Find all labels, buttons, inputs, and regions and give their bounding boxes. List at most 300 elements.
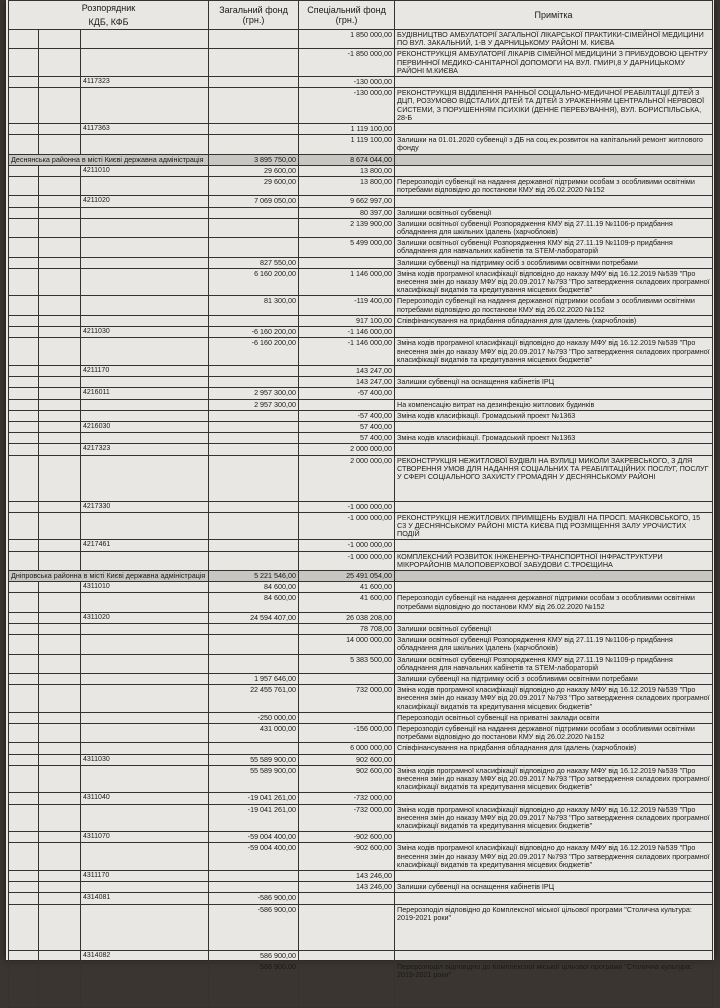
note-cell bbox=[395, 327, 713, 338]
blank-cell bbox=[39, 196, 81, 207]
general-fund-cell: -6 160 200,00 bbox=[209, 327, 299, 338]
code-cell bbox=[81, 512, 209, 540]
table-row bbox=[9, 177, 713, 196]
code-cell bbox=[81, 410, 209, 421]
note-cell bbox=[395, 444, 713, 455]
general-fund-cell: 1 957 646,00 bbox=[209, 673, 299, 684]
org-cell bbox=[9, 238, 39, 257]
blank-cell bbox=[39, 377, 81, 388]
note-cell: Зміна кодів програмної класифікації відповідно до наказу МФУ від 16.12.2019 №539 "Про внесення змін до наказу МФУ від 20.09.2017 №793 "Про затвердження складових програмної класифікації видатків та кредитування місцевих бюджетів" bbox=[395, 338, 713, 366]
org-cell bbox=[9, 540, 39, 551]
blank-cell bbox=[39, 365, 81, 376]
note-cell: Залишки субвенції на оснащення кабінетів ІРЦ bbox=[395, 377, 713, 388]
code-cell: 4217330 bbox=[81, 501, 209, 512]
special-fund-cell: 1 119 100,00 bbox=[299, 124, 395, 135]
table-row bbox=[9, 893, 713, 904]
general-fund-cell bbox=[209, 88, 299, 124]
note-cell: Зміна кодів програмної класифікації відповідно до наказу МФУ від 16.12.2019 №539 "Про внесення змін до наказу МФУ від 20.09.2017 №793 "Про затвердження складових програмної класифікації видатків та кредитування місцевих бюджетів" bbox=[395, 843, 713, 871]
table-row bbox=[9, 455, 713, 501]
org-cell bbox=[9, 950, 39, 961]
note-cell: Перерозподіл субвенції на надання державної підтримки особам з особливими освітніми потребами відповідно до постанови КМУ від 26.02.2020 №152 bbox=[395, 593, 713, 612]
table-row bbox=[9, 871, 713, 882]
note-cell bbox=[395, 570, 713, 581]
blank-cell bbox=[39, 612, 81, 623]
general-fund-cell: -586 900,00 bbox=[209, 904, 299, 950]
blank-cell bbox=[39, 315, 81, 326]
table-row bbox=[9, 410, 713, 421]
code-cell: 4211170 bbox=[81, 365, 209, 376]
special-fund-cell: 78 708,00 bbox=[299, 623, 395, 634]
org-cell bbox=[9, 257, 39, 268]
org-cell bbox=[9, 77, 39, 88]
org-cell bbox=[9, 30, 39, 49]
code-cell: 4311020 bbox=[81, 612, 209, 623]
blank-cell bbox=[39, 238, 81, 257]
org-cell bbox=[9, 582, 39, 593]
general-fund-cell bbox=[209, 623, 299, 634]
header-note: Примітка bbox=[395, 1, 713, 30]
special-fund-cell bbox=[299, 904, 395, 950]
special-fund-cell: -1 850 000,00 bbox=[299, 49, 395, 77]
code-cell bbox=[81, 238, 209, 257]
table-row bbox=[9, 238, 713, 257]
org-cell bbox=[9, 399, 39, 410]
table-row bbox=[9, 540, 713, 551]
table-row bbox=[9, 444, 713, 455]
general-fund-cell: 22 455 761,00 bbox=[209, 685, 299, 713]
special-fund-cell bbox=[299, 673, 395, 684]
blank-cell bbox=[39, 654, 81, 673]
code-cell bbox=[81, 88, 209, 124]
org-cell bbox=[9, 904, 39, 950]
note-cell bbox=[395, 365, 713, 376]
blank-cell bbox=[39, 77, 81, 88]
blank-cell bbox=[39, 582, 81, 593]
general-fund-cell: -250 000,00 bbox=[209, 712, 299, 723]
special-fund-cell: 2 000 000,00 bbox=[299, 455, 395, 501]
org-cell bbox=[9, 743, 39, 754]
code-cell bbox=[81, 685, 209, 713]
code-cell bbox=[81, 177, 209, 196]
code-cell bbox=[81, 724, 209, 743]
blank-cell bbox=[39, 673, 81, 684]
code-cell bbox=[81, 673, 209, 684]
blank-cell bbox=[39, 399, 81, 410]
blank-cell bbox=[39, 754, 81, 765]
org-cell bbox=[9, 49, 39, 77]
note-cell: Перерозподіл субвенції на надання державної підтримки особам з особливими освітніми потребами відповідно до постанови КМУ від 26.02.2020 №152 bbox=[395, 177, 713, 196]
table-row bbox=[9, 124, 713, 135]
note-cell bbox=[395, 154, 713, 165]
blank-cell bbox=[39, 843, 81, 871]
general-fund-cell: -59 004 400,00 bbox=[209, 843, 299, 871]
general-fund-cell: 827 550,00 bbox=[209, 257, 299, 268]
note-cell: Залишки субвенції на оснащення кабінетів ІРЦ bbox=[395, 882, 713, 893]
special-fund-cell: 9 662 997,00 bbox=[299, 196, 395, 207]
note-cell: Залишки освітньої субвенції Розпорядження КМУ від 27.11.19 №1106-р придбання обладнання для шкільних їдалень (харчоблоків) bbox=[395, 635, 713, 654]
special-fund-cell: -1 146 000,00 bbox=[299, 327, 395, 338]
general-fund-cell: 55 589 900,00 bbox=[209, 765, 299, 793]
table-header-row bbox=[9, 1, 713, 30]
general-fund-cell bbox=[209, 551, 299, 570]
note-cell: Залишки на 01.01.2020 субвенції з ДБ на соц.ек.розвиток на капітальний ремонт житлового фонду bbox=[395, 135, 713, 154]
general-fund-cell: 7 069 050,00 bbox=[209, 196, 299, 207]
special-fund-cell: 2 139 900,00 bbox=[299, 218, 395, 237]
general-fund-cell: 431 000,00 bbox=[209, 724, 299, 743]
code-cell: 4311170 bbox=[81, 871, 209, 882]
org-cell bbox=[9, 444, 39, 455]
special-fund-cell bbox=[299, 893, 395, 904]
administration-name: Дніпровська районна в місті Києві державна адміністрація bbox=[9, 570, 209, 581]
general-fund-cell bbox=[209, 377, 299, 388]
header-org-codes bbox=[9, 1, 209, 30]
general-fund-cell bbox=[209, 410, 299, 421]
blank-cell bbox=[39, 218, 81, 237]
special-fund-cell: 57 400,00 bbox=[299, 433, 395, 444]
org-cell bbox=[9, 410, 39, 421]
org-cell bbox=[9, 165, 39, 176]
code-cell: 4211030 bbox=[81, 327, 209, 338]
note-cell bbox=[395, 754, 713, 765]
note-cell: КОМПЛЕКСНИЙ РОЗВИТОК ІНЖЕНЕРНО-ТРАНСПОРТНОЇ ІНФРАСТРУКТУРИ МІКРОРАЙОНІВ МАЛОПОВЕРХОВОЇ ЗАБУДОВИ С.ТРОЄЩИНА bbox=[395, 551, 713, 570]
blank-cell bbox=[39, 512, 81, 540]
note-cell: РЕКОНСТРУКЦІЯ НЕЖИТЛОВИХ ПРИМІЩЕНЬ БУДІВЛІ НА ПРОСП. МАЯКОВСЬКОГО, 15 С3 У ДЕСНЯНСЬКОМУ РАЙОНІ МІСТА КИЄВА ПІД РОЗМІЩЕННЯ ЗАЛУ УРОЧИСТИХ ПОДІЙ bbox=[395, 512, 713, 540]
note-cell bbox=[395, 540, 713, 551]
org-cell bbox=[9, 124, 39, 135]
table-row bbox=[9, 882, 713, 893]
blank-cell bbox=[39, 88, 81, 124]
special-fund-cell: -902 600,00 bbox=[299, 843, 395, 871]
special-fund-cell: 5 383 500,00 bbox=[299, 654, 395, 673]
special-fund-cell: 25 491 054,00 bbox=[299, 570, 395, 581]
special-fund-cell: -130 000,00 bbox=[299, 88, 395, 124]
general-fund-cell bbox=[209, 654, 299, 673]
general-fund-cell: 2 957 300,00 bbox=[209, 399, 299, 410]
note-cell bbox=[395, 871, 713, 882]
org-cell bbox=[9, 501, 39, 512]
note-cell bbox=[395, 196, 713, 207]
code-cell: 4216011 bbox=[81, 388, 209, 399]
blank-cell bbox=[39, 623, 81, 634]
org-cell bbox=[9, 654, 39, 673]
special-fund-cell: 13 800,00 bbox=[299, 177, 395, 196]
note-cell: Перерозподіл субвенції на надання державної підтримки особам з особливими освітніми потребами відповідно до постанови КМУ від 26.02.2020 №152 bbox=[395, 296, 713, 315]
blank-cell bbox=[39, 30, 81, 49]
special-fund-cell: 6 000 000,00 bbox=[299, 743, 395, 754]
note-cell: РЕКОНСТРУКЦІЯ НЕЖИТЛОВОЇ БУДІВЛІ НА ВУЛИЦІ МИКОЛИ ЗАКРЕВСЬКОГО, З ДЛЯ СТВОРЕННЯ УМОВ ДЛЯ НАДАННЯ СОЦІАЛЬНИХ ТА РЕАБІЛІТАЦІЙНИХ ПОСЛУГ, ПОСЛУГ У СФЕРІ СОЦІАЛЬНОГО ЗАХИСТУ ГРОМАДЯН У ДЕСНЯНСЬКОМУ РАЙОНІ bbox=[395, 455, 713, 501]
org-cell bbox=[9, 388, 39, 399]
blank-cell bbox=[39, 893, 81, 904]
blank-cell bbox=[39, 327, 81, 338]
table-row bbox=[9, 623, 713, 634]
code-cell: 4311040 bbox=[81, 793, 209, 804]
code-cell bbox=[81, 207, 209, 218]
code-cell bbox=[81, 765, 209, 793]
special-fund-cell: -1 000 000,00 bbox=[299, 540, 395, 551]
special-fund-cell: -130 000,00 bbox=[299, 77, 395, 88]
general-fund-cell: 586 900,00 bbox=[209, 961, 299, 1007]
blank-cell bbox=[39, 433, 81, 444]
table-row bbox=[9, 712, 713, 723]
special-fund-cell: 917 100,00 bbox=[299, 315, 395, 326]
org-cell bbox=[9, 338, 39, 366]
special-fund-cell: -1 000 000,00 bbox=[299, 501, 395, 512]
general-fund-cell: 24 594 407,00 bbox=[209, 612, 299, 623]
special-fund-cell: -119 400,00 bbox=[299, 296, 395, 315]
table-row bbox=[9, 327, 713, 338]
note-cell: Залишки освітньої субвенції bbox=[395, 207, 713, 218]
note-cell: Співфінансування на придбання обладнання для їдалень (харчоблоків) bbox=[395, 743, 713, 754]
table-row bbox=[9, 551, 713, 570]
table-row bbox=[9, 961, 713, 1007]
code-cell: 4311070 bbox=[81, 832, 209, 843]
code-cell bbox=[81, 961, 209, 1007]
code-cell bbox=[81, 433, 209, 444]
org-cell bbox=[9, 135, 39, 154]
code-cell bbox=[81, 315, 209, 326]
general-fund-cell bbox=[209, 635, 299, 654]
note-cell: РЕКОНСТРУКЦІЯ АМБУЛАТОРІЇ ЛІКАРІВ СІМЕЙНОЇ МЕДИЦИНИ З ПРИБУДОВОЮ ЦЕНТРУ ПЕРВИННОЇ МЕДИКО-САНІТАРНОЇ ДОПОМОГИ НА ВУЛ. ГМИРІ,8 У ДАРНИЦЬКОМУ РАЙОНІ М.КИЄВА bbox=[395, 49, 713, 77]
special-fund-cell: 8 674 044,00 bbox=[299, 154, 395, 165]
general-fund-cell bbox=[209, 433, 299, 444]
special-fund-cell: 5 499 000,00 bbox=[299, 238, 395, 257]
section-row bbox=[9, 570, 713, 581]
general-fund-cell bbox=[209, 444, 299, 455]
table-row bbox=[9, 754, 713, 765]
special-fund-cell: 1 146 000,00 bbox=[299, 268, 395, 296]
table-row bbox=[9, 433, 713, 444]
org-cell bbox=[9, 893, 39, 904]
header-codes: КДБ, КФБ bbox=[88, 17, 129, 27]
code-cell bbox=[81, 257, 209, 268]
general-fund-cell bbox=[209, 207, 299, 218]
blank-cell bbox=[39, 124, 81, 135]
general-fund-cell bbox=[209, 421, 299, 432]
general-fund-cell bbox=[209, 77, 299, 88]
note-cell: Перерозподіл відповідно до Комплексної міської цільової програми "Столична культура: 2019-2021 роки" bbox=[395, 904, 713, 950]
table-row bbox=[9, 218, 713, 237]
special-fund-cell bbox=[299, 712, 395, 723]
table-row bbox=[9, 196, 713, 207]
special-fund-cell: -1 146 000,00 bbox=[299, 338, 395, 366]
general-fund-cell bbox=[209, 512, 299, 540]
general-fund-cell: 3 895 750,00 bbox=[209, 154, 299, 165]
code-cell bbox=[81, 49, 209, 77]
table-row bbox=[9, 399, 713, 410]
org-cell bbox=[9, 804, 39, 832]
special-fund-cell: 1 119 100,00 bbox=[299, 135, 395, 154]
code-cell bbox=[81, 268, 209, 296]
code-cell bbox=[81, 399, 209, 410]
special-fund-cell: -57 400,00 bbox=[299, 410, 395, 421]
general-fund-cell: 29 600,00 bbox=[209, 177, 299, 196]
org-cell bbox=[9, 882, 39, 893]
table-row bbox=[9, 207, 713, 218]
general-fund-cell bbox=[209, 135, 299, 154]
org-cell bbox=[9, 832, 39, 843]
general-fund-cell bbox=[209, 49, 299, 77]
blank-cell bbox=[39, 551, 81, 570]
table-row bbox=[9, 593, 713, 612]
org-cell bbox=[9, 433, 39, 444]
code-cell: 4314082 bbox=[81, 950, 209, 961]
table-row bbox=[9, 765, 713, 793]
blank-cell bbox=[39, 388, 81, 399]
blank-cell bbox=[39, 177, 81, 196]
general-fund-cell: -59 004 400,00 bbox=[209, 832, 299, 843]
table-row bbox=[9, 49, 713, 77]
code-cell bbox=[81, 804, 209, 832]
section-row bbox=[9, 154, 713, 165]
org-cell bbox=[9, 612, 39, 623]
code-cell bbox=[81, 218, 209, 237]
org-cell bbox=[9, 685, 39, 713]
org-cell bbox=[9, 635, 39, 654]
note-cell bbox=[395, 124, 713, 135]
administration-name: Деснянська районна в місті Києві державна адміністрація bbox=[9, 154, 209, 165]
blank-cell bbox=[39, 832, 81, 843]
code-cell: 4216030 bbox=[81, 421, 209, 432]
note-cell: Співфінансування на придбання обладнання для їдалень (харчоблоків) bbox=[395, 315, 713, 326]
blank-cell bbox=[39, 882, 81, 893]
table-row bbox=[9, 338, 713, 366]
org-cell bbox=[9, 765, 39, 793]
note-cell bbox=[395, 893, 713, 904]
org-cell bbox=[9, 177, 39, 196]
org-cell bbox=[9, 793, 39, 804]
general-fund-cell bbox=[209, 882, 299, 893]
table-row bbox=[9, 421, 713, 432]
table-row bbox=[9, 365, 713, 376]
note-cell: Перерозподіл освітньої субвенції на приватні заклади освіти bbox=[395, 712, 713, 723]
special-fund-cell bbox=[299, 399, 395, 410]
org-cell bbox=[9, 843, 39, 871]
org-cell bbox=[9, 315, 39, 326]
org-cell bbox=[9, 961, 39, 1007]
special-fund-cell bbox=[299, 257, 395, 268]
special-fund-cell: 902 600,00 bbox=[299, 754, 395, 765]
general-fund-cell: 586 900,00 bbox=[209, 950, 299, 961]
table-row bbox=[9, 843, 713, 871]
general-fund-cell bbox=[209, 540, 299, 551]
code-cell bbox=[81, 455, 209, 501]
note-cell bbox=[395, 77, 713, 88]
table-row bbox=[9, 743, 713, 754]
code-cell bbox=[81, 882, 209, 893]
table-row bbox=[9, 804, 713, 832]
note-cell: БУДІВНИЦТВО АМБУЛАТОРІЇ ЗАГАЛЬНОЇ ЛІКАРСЬКОЇ ПРАКТИКИ-СІМЕЙНОЇ МЕДИЦИНИ ПО ВУЛ. ЗАКАЛЬНИЙ, 1-В У ДАРНИЦЬКОМУ РАЙОНІ М. КИЄВА bbox=[395, 30, 713, 49]
blank-cell bbox=[39, 455, 81, 501]
note-cell: Залишки освітньої субвенції Розпорядження КМУ від 27.11.19 №1109-р придбання обладнання для навчальних кабінетів та STEM-лабораторій bbox=[395, 654, 713, 673]
note-cell: Залишки освітньої субвенції Розпорядження КМУ від 27.11.19 №1106-р придбання обладнання для шкільних їдалень (харчоблоків) bbox=[395, 218, 713, 237]
note-cell: Зміна кодів програмної класифікації відповідно до наказу МФУ від 16.12.2019 №539 "Про внесення змін до наказу МФУ від 20.09.2017 №793 "Про затвердження складових програмної класифікації видатків та кредитування місцевих бюджетів" bbox=[395, 765, 713, 793]
org-cell bbox=[9, 218, 39, 237]
general-fund-cell: -19 041 261,00 bbox=[209, 804, 299, 832]
special-fund-cell: 14 000 000,00 bbox=[299, 635, 395, 654]
code-cell: 4117323 bbox=[81, 77, 209, 88]
code-cell: 4314081 bbox=[81, 893, 209, 904]
blank-cell bbox=[39, 961, 81, 1007]
special-fund-cell: 2 000 000,00 bbox=[299, 444, 395, 455]
blank-cell bbox=[39, 501, 81, 512]
document-page bbox=[6, 0, 714, 980]
table-body bbox=[9, 30, 713, 1008]
blank-cell bbox=[39, 257, 81, 268]
general-fund-cell: -586 900,00 bbox=[209, 893, 299, 904]
note-cell: Залишки субвенції на підтримку осіб з особливими освітніми потребами bbox=[395, 257, 713, 268]
blank-cell bbox=[39, 804, 81, 832]
blank-cell bbox=[39, 444, 81, 455]
special-fund-cell: -732 000,00 bbox=[299, 804, 395, 832]
table-row bbox=[9, 582, 713, 593]
table-row bbox=[9, 904, 713, 950]
code-cell: 4217323 bbox=[81, 444, 209, 455]
table-row bbox=[9, 165, 713, 176]
note-cell bbox=[395, 612, 713, 623]
org-cell bbox=[9, 754, 39, 765]
special-fund-cell: 143 246,00 bbox=[299, 871, 395, 882]
special-fund-cell: -1 000 000,00 bbox=[299, 512, 395, 540]
blank-cell bbox=[39, 685, 81, 713]
table-row bbox=[9, 501, 713, 512]
blank-cell bbox=[39, 49, 81, 77]
general-fund-cell bbox=[209, 365, 299, 376]
org-cell bbox=[9, 377, 39, 388]
table-row bbox=[9, 724, 713, 743]
header-special-fund: Спеціальний фонд (грн.) bbox=[299, 1, 395, 30]
table-row bbox=[9, 388, 713, 399]
special-fund-cell: 143 247,00 bbox=[299, 377, 395, 388]
general-fund-cell bbox=[209, 30, 299, 49]
blank-cell bbox=[39, 871, 81, 882]
blank-cell bbox=[39, 904, 81, 950]
special-fund-cell: -732 000,00 bbox=[299, 793, 395, 804]
table-row bbox=[9, 296, 713, 315]
table-row bbox=[9, 257, 713, 268]
note-cell: На компенсацію витрат на дезинфекцію житлових будинків bbox=[395, 399, 713, 410]
general-fund-cell: -19 041 261,00 bbox=[209, 793, 299, 804]
note-cell: Залишки освітньої субвенції Розпорядження КМУ від 27.11.19 №1109-р придбання обладнання для навчальних кабінетів та STEM-лабораторій bbox=[395, 238, 713, 257]
blank-cell bbox=[39, 207, 81, 218]
code-cell bbox=[81, 654, 209, 673]
special-fund-cell: 902 600,00 bbox=[299, 765, 395, 793]
blank-cell bbox=[39, 296, 81, 315]
note-cell: Залишки освітньої субвенції bbox=[395, 623, 713, 634]
code-cell bbox=[81, 623, 209, 634]
header-org: Розпорядник bbox=[81, 3, 136, 13]
code-cell bbox=[81, 135, 209, 154]
special-fund-cell: -156 000,00 bbox=[299, 724, 395, 743]
code-cell: 4217461 bbox=[81, 540, 209, 551]
note-cell: Зміна кодів класифікації. Громадський проект №1363 bbox=[395, 433, 713, 444]
note-cell: Зміна кодів програмної класифікації відповідно до наказу МФУ від 16.12.2019 №539 "Про внесення змін до наказу МФУ від 20.09.2017 №793 "Про затвердження складових програмної класифікації видатків та кредитування місцевих бюджетів" bbox=[395, 804, 713, 832]
table-row bbox=[9, 377, 713, 388]
org-cell bbox=[9, 724, 39, 743]
code-cell: 4211020 bbox=[81, 196, 209, 207]
org-cell bbox=[9, 593, 39, 612]
special-fund-cell: 143 246,00 bbox=[299, 882, 395, 893]
blank-cell bbox=[39, 950, 81, 961]
table-row bbox=[9, 793, 713, 804]
general-fund-cell bbox=[209, 455, 299, 501]
special-fund-cell: 1 850 000,00 bbox=[299, 30, 395, 49]
note-cell bbox=[395, 832, 713, 843]
org-cell bbox=[9, 327, 39, 338]
code-cell bbox=[81, 338, 209, 366]
note-cell bbox=[395, 582, 713, 593]
org-cell bbox=[9, 623, 39, 634]
general-fund-cell bbox=[209, 315, 299, 326]
